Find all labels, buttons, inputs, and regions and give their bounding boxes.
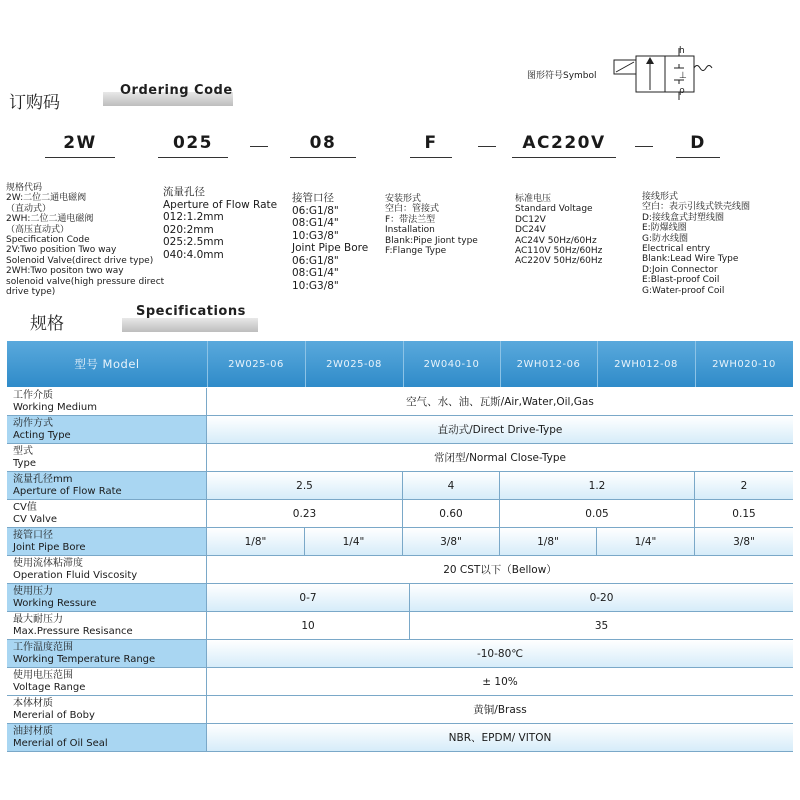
code-dash [250,146,268,147]
header-col: 2W025-08 [326,358,382,370]
row-value: 黄铜/Brass [473,704,527,716]
ordering-title-en: Ordering Code [120,83,233,98]
code-entry-underline [676,157,720,158]
code-dash [635,146,653,147]
table-row [7,528,793,556]
ordering-title-cn: 订购码 [9,93,60,113]
row-value: 2.5 [207,472,403,499]
row-label: 动作方式 Acting Type [7,416,207,443]
row-value: 常闭型/Normal Close-Type [434,452,566,464]
row-value: 0.60 [403,500,500,527]
row-value: 空气、水、油、瓦斯/Air,Water,Oil,Gas [406,396,594,408]
row-value: 1/8" [500,528,597,555]
row-value: 直动式/Direct Drive-Type [207,416,793,443]
table-row [7,584,793,612]
code-pipe: 08 [309,133,337,153]
desc-model: 规格代码 2W:二位二通电磁阀 （直动式） 2WH:二位二通电磁阀 （高压直动式） Specification Code 2V:Two position Two way Solenoid Valve(direct drive type) 2WH:Two positon two way solenoid valve(high pressure direct drive type) [6,183,165,298]
row-value: 2 [695,472,793,499]
table-row [7,612,793,640]
header-col: 2WH012-06 [516,358,581,370]
row-value: 3/8" [695,528,793,555]
row-label: 本体材质 Mererial of Boby [7,696,207,723]
valve-symbol-icon [606,46,726,102]
row-value: 0.15 [732,507,756,520]
row-value: 0.23 [207,500,403,527]
symbol-letter-h: h [679,46,685,56]
header-col: 2WH012-08 [614,358,678,370]
row-label: 工作介质 Working Medium [7,388,207,415]
code-entry: D [690,133,706,153]
code-dash [478,146,496,147]
code-pipe-underline [290,157,356,158]
row-value: 0-20 [410,584,793,611]
code-voltage-underline [512,157,616,158]
table-row [7,696,793,724]
table-row [7,500,793,528]
code-voltage: AC220V [522,133,606,153]
header-col: 2W025-06 [228,358,284,370]
row-label: 使用电压范围 Voltage Range [7,668,207,695]
row-label: 使用压力 Working Ressure [7,584,207,611]
row-value: 4 [403,472,500,499]
header-model: 型号 Model [74,357,140,371]
table-row [7,388,793,416]
desc-install: 安装形式 空白：管接式 F：带法兰型 Installation Blank:Pipe Jiont type F:Flange Type [385,194,478,257]
row-value: 10 [207,612,410,639]
symbol-letter-p: ρ [679,86,685,96]
row-value: 35 [594,619,609,632]
row-label: 流量孔径mm Aperture of Flow Rate [7,472,207,499]
row-label: CV值 CV Valve [7,500,207,527]
row-value: 0.05 [500,500,695,527]
row-value: ± 10% [482,675,518,688]
table-row [7,472,793,500]
specs-title-bar [122,318,258,332]
row-value: 20 CST以下（Bellow） [443,564,557,576]
row-value: 1.2 [500,472,695,499]
table-row [7,668,793,696]
code-model: 2W [63,133,97,153]
code-model-underline [45,157,115,158]
row-label: 工作温度范围 Working Temperature Range [7,640,207,667]
row-value: 1/4" [305,528,403,555]
row-value: NBR、EPDM/ VITON [207,724,793,751]
header-col: 2W040-10 [423,358,480,370]
row-label: 油封材质 Mererial of Oil Seal [7,724,207,751]
row-value: 1/8" [207,528,305,555]
table-row [7,556,793,584]
table-header [7,341,793,387]
desc-entry: 接线形式 空白：表示引线式铁壳线圈 D:接线盒式封塑线圈 E:防爆线圈 G:防水线圈 Electrical entry Blank:Lead Wire Type D:Join Connector E:Blast-proof Coil G:Water-proof Coil [642,192,751,296]
table-row [7,724,793,752]
table-row [7,640,793,668]
symbol-letter-t: ⊥ [679,71,687,81]
header-col: 2WH020-10 [712,358,776,370]
specs-title-en: Specifications [136,304,246,319]
row-label: 型式 Type [7,444,207,471]
code-aperture: 025 [173,133,213,153]
code-install-underline [410,157,452,158]
desc-voltage: 标准电压 Standard Voltage DC12V DC24V AC24V 50Hz/60Hz AC110V 50Hz/60Hz AC220V 50Hz/60Hz [515,194,603,267]
table-row [7,416,793,444]
code-aperture-underline [158,157,228,158]
symbol-label: 图形符号Symbol [527,71,597,81]
code-install: F [424,133,438,153]
row-value: 1/4" [597,528,695,555]
row-label: 最大耐压力 Max.Pressure Resisance [7,612,207,639]
table-row [7,444,793,472]
row-value: -10-80℃ [207,640,793,667]
desc-aperture: 流量孔径 Aperture of Flow Rate 012:1.2mm 020:2mm 025:2.5mm 040:4.0mm [163,186,278,261]
row-label: 使用流体粘滞度 Operation Fluid Viscosity [7,556,207,583]
row-label: 接管口径 Joint Pipe Bore [7,528,207,555]
row-value: 0-7 [207,584,410,611]
specs-title-cn: 规格 [30,314,64,334]
row-value: 3/8" [403,528,500,555]
desc-pipe: 接管口径 06:G1/8" 08:G1/4" 10:G3/8" Joint Pipe Bore 06:G1/8" 08:G1/4" 10:G3/8" [292,192,369,292]
